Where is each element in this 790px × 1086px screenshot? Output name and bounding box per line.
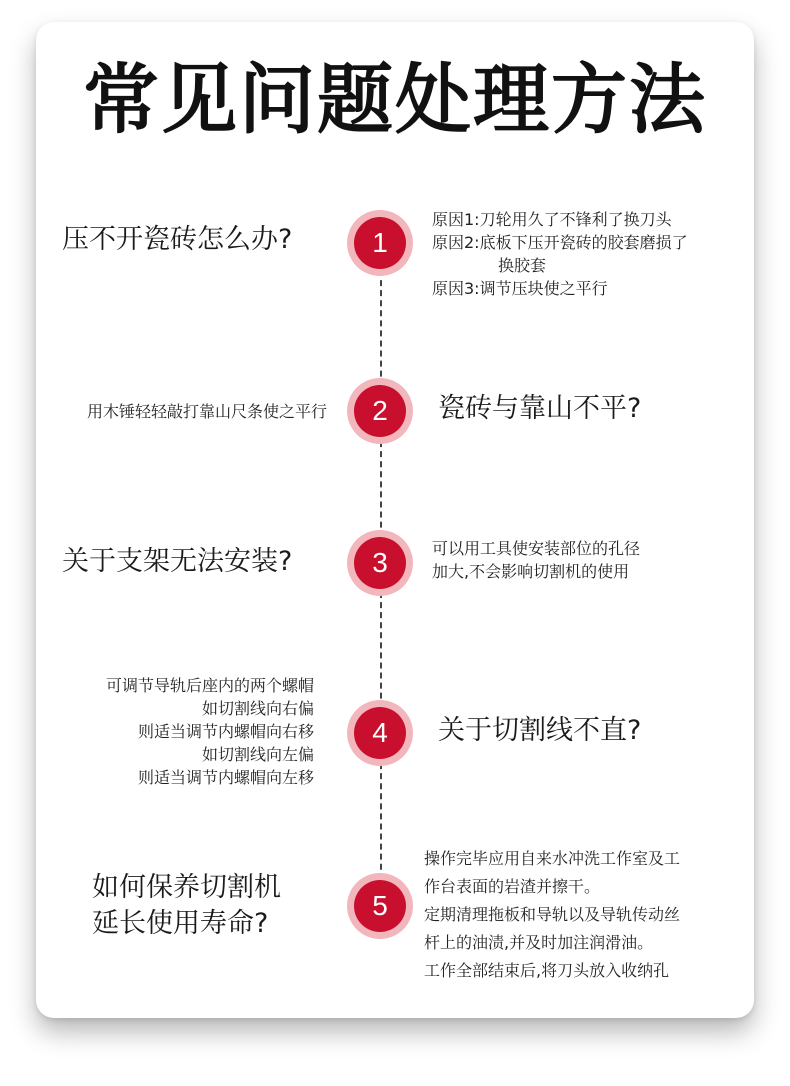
step-5-number: 5 — [354, 880, 406, 932]
step-5-answer-line: 杆上的油渍,并及时加注润滑油。 — [424, 933, 654, 952]
step-4-answer-line: 如切割线向右偏 — [201, 699, 314, 718]
step-5-answer — [424, 845, 680, 985]
step-5-answer-line: 工作全部结束后,将刀头放入收纳孔 — [424, 961, 670, 980]
step-2-question: 瓷砖与靠山不平? — [438, 393, 642, 424]
step-3-question: 关于支架无法安装? — [62, 546, 293, 577]
step-3-answer-line: 可以用工具使安装部位的孔径 — [432, 539, 641, 558]
step-5-answer-line: 作台表面的岩渣并擦干。 — [424, 877, 601, 896]
step-5-badge — [347, 873, 413, 939]
step-4-answer — [40, 674, 314, 789]
step-2-answer-line: 用木锤轻轻敲打靠山尺条使之平行 — [86, 402, 327, 421]
step-4-answer-line: 则适当调节内螺帽向右移 — [137, 722, 314, 741]
step-1-answer-line: 换胶套 — [498, 256, 547, 275]
step-2-badge — [347, 378, 413, 444]
step-3-answer-line: 加大,不会影响切割机的使用 — [432, 562, 630, 581]
step-3-answer — [432, 537, 640, 583]
page-title: 常见问题处理方法 — [83, 55, 707, 144]
step-4-number: 4 — [354, 707, 406, 759]
step-5-question-line: 如何保养切割机 — [92, 872, 281, 903]
step-4-answer-line: 如切割线向左偏 — [201, 745, 314, 764]
step-1-answer-line: 原因2:底板下压开瓷砖的胶套磨损了 — [432, 233, 688, 252]
step-1-question: 压不开瓷砖怎么办? — [62, 224, 293, 255]
step-2-answer — [40, 400, 327, 423]
step-1-number: 1 — [354, 217, 406, 269]
step-5-answer-line: 定期清理拖板和导轨以及导轨传动丝 — [424, 905, 681, 924]
step-1-answer — [432, 208, 688, 300]
step-3-number: 3 — [354, 537, 406, 589]
step-5-question-line: 延长使用寿命? — [92, 908, 269, 940]
step-4-question: 关于切割线不直? — [438, 715, 642, 746]
step-1-answer-line: 原因3:调节压块使之平行 — [432, 279, 608, 298]
step-5-answer-line: 操作完毕应用自来水冲洗工作室及工 — [424, 849, 681, 868]
step-1-badge — [347, 210, 413, 276]
step-3-badge — [347, 530, 413, 596]
step-4-answer-line: 可调节导轨后座内的两个螺帽 — [105, 676, 314, 695]
step-1-answer-line: 原因1:刀轮用久了不锋利了换刀头 — [432, 210, 672, 229]
step-5-question — [92, 870, 281, 943]
step-4-badge — [347, 700, 413, 766]
step-4-answer-line: 则适当调节内螺帽向左移 — [137, 768, 314, 787]
step-2-number: 2 — [354, 385, 406, 437]
